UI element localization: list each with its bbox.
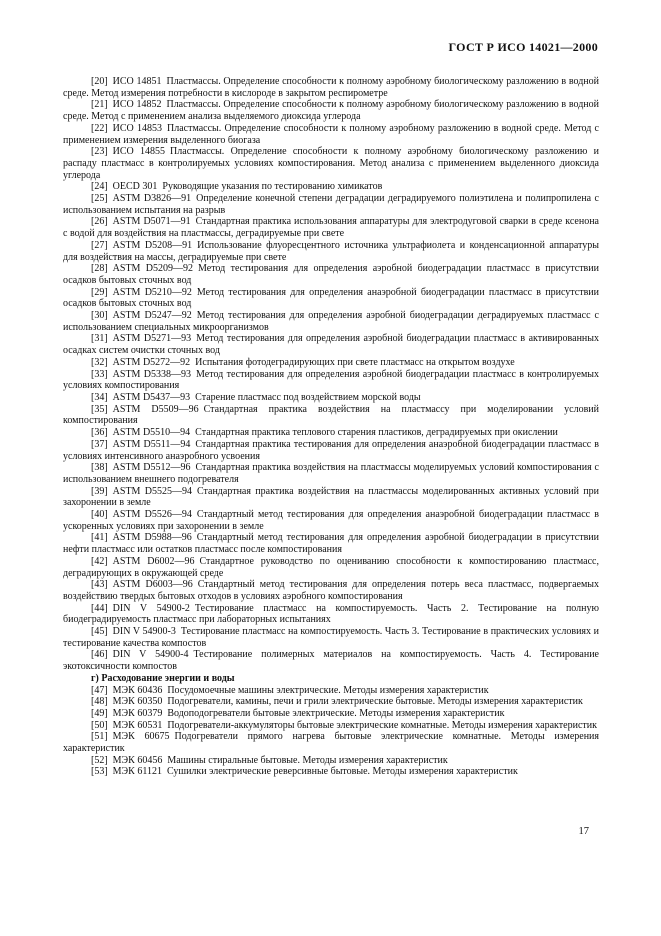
reference-item: [37] ASTM D5511—94 Стандартная практика тестирования для определения анаэробной биодеградации пластмасс в условиях интенсивного анаэробного усвоения [63, 438, 599, 462]
reference-item: [27] ASTM D5208—91 Использование флуоресцентного источника ультрафиолета и конденсационной аппаратуры для воздействия на массы, деградируемые при свете [63, 239, 599, 263]
reference-item: [33] ASTM D5338—93 Метод тестирования для определения аэробной биодеградации пластмасс в контролируемых условиях компостирования [63, 368, 599, 392]
reference-item: [20] ИСО 14851 Пластмассы. Определение способности к полному аэробному биологическому разложению в водной среде. Метод измерения потребности в кислороде в закрытом респирометре [63, 76, 599, 99]
reference-item: [41] ASTM D5988—96 Стандартный метод тестирования для определения аэробной биодеградации в присутствии нефти пластмасс или остатков пластмасс после компостирования [63, 532, 599, 556]
reference-item: [32] ASTM D5272—92 Испытания фотодеградирующих при свете пластмасс на открытом воздухе [91, 356, 515, 368]
reference-item: [34] ASTM D5437—93 Старение пластмасс под воздействием морской воды [91, 391, 421, 403]
reference-item: [29] ASTM D5210—92 Метод тестирования для определения анаэробной биодеградации пластмасс в присутствии осадков бытовых сточных вод [63, 286, 599, 310]
reference-item: [47] МЭК 60436 Посудомоечные машины электрические. Методы измерения характеристик [91, 684, 489, 696]
reference-item: [23] ИСО 14855 Пластмассы. Определение способности к полному аэробному биологическому разложению и распаду пластмасс в контролируемых условиях компостирования. Метод анализа с применением выделенного диоксида углерода [63, 146, 599, 181]
reference-item: [39] ASTM D5525—94 Стандартная практика воздействия на пластмассы моделированных активных условий при захоронении в земле [63, 485, 599, 509]
page-number: 17 [578, 826, 589, 837]
reference-item: [53] МЭК 61121 Сушилки электрические реверсивные бытовые. Методы измерения характеристик [91, 766, 518, 778]
reference-item: [51] МЭК 60675 Подогреватели прямого нагрева бытовые электрические комнатные. Методы измерения характеристик [63, 731, 599, 755]
reference-item: [43] ASTM D6003—96 Стандартный метод тестирования для определения потерь веса пластмасс, подвергаемых воздействию твердых бытовых отходов в условиях аэробного компостирования [63, 579, 599, 602]
running-header: ГОСТ Р ИСО 14021—2000 [448, 40, 598, 54]
reference-item: [46] DIN V 54900-4 Тестирование полимерных материалов на компостируемость. Часть 4. Тестирование экотоксичности компостов [63, 649, 599, 673]
reference-item: [31] ASTM D5271—93 Метод тестирования для определения аэробной биодеградации пластмасс в активированных осадках систем очистки сточных вод [63, 333, 599, 357]
reference-item: [22] ИСО 14853 Пластмассы. Определение способности к полному аэробному разложению в водной среде. Метод с применением измерения выделенного биогаза [63, 122, 599, 146]
reference-item: [49] МЭК 60379 Водоподогреватели бытовые электрические. Методы измерения характеристик [91, 707, 505, 719]
reference-item: [38] ASTM D5512—96 Стандартная практика воздействия на пластмассы моделируемых условий компостирования с использованием внешнего подогревателя [63, 462, 599, 485]
reference-item: [50] МЭК 60531 Подогреватели-аккумуляторы бытовые электрические комнатные. Методы измерения характеристик [91, 719, 597, 731]
reference-item: [45] DIN V 54900-3 Тестирование пластмасс на компостируемость. Часть 3. Тестирование в практических условиях и тестирование качества компостов [63, 626, 599, 649]
reference-item: [40] ASTM D5526—94 Стандартный метод тестирования для определения анаэробной биодеградации пластмасс в ускоренных условиях при захоронении в земле [63, 509, 599, 532]
reference-item: [26] ASTM D5071—91 Стандартная практика использования аппаратуры для электродуговой сварки в среде ксенона с водой для воздействия на пластмассы, деградируемые при свете [63, 216, 599, 240]
reference-item: [44] DIN V 54900-2 Тестирование пластмасс на компостируемость. Часть 2. Тестирование на полную биодеградируемость пластмасс при лабораторных испытаниях [63, 602, 599, 626]
section-heading: г) Расходование энергии и воды [91, 672, 235, 684]
reference-item: [28] ASTM D5209—92 Метод тестирования для определения аэробной биодеградации пластмасс в присутствии осадков бытовых сточных вод [63, 263, 599, 286]
reference-item: [35] ASTM D5509—96 Стандартная практика воздействия на пластмассу при моделировании условий компостирования [63, 403, 599, 427]
reference-item: [52] МЭК 60456 Машины стиральные бытовые. Методы измерения характеристик [91, 754, 448, 766]
references-list [63, 76, 599, 778]
reference-item: [42] ASTM D6002—96 Стандартное руководство по оцениванию способности к компостированию пластмасс, деградирующих в окружающей среде [63, 555, 599, 579]
reference-item: [36] ASTM D5510—94 Стандартная практика теплового старения пластиков, деградируемых при окислении [91, 427, 558, 439]
reference-item: [48] МЭК 60350 Подогреватели, камины, печи и грили электрические бытовые. Методы измерения характеристик [91, 696, 583, 708]
reference-item: [30] ASTM D5247—92 Метод тестирования для определения аэробной биодеградации деградируемых пластмасс с использованием специальных микроорганизмов [63, 310, 599, 333]
reference-item: [24] OECD 301 Руководящие указания по тестированию химикатов [91, 181, 383, 193]
reference-item: [21] ИСО 14852 Пластмассы. Определение способности к полному аэробному биологическому разложению в водной среде. Метод с применением анализа выделяемого диоксида углерода [63, 99, 599, 123]
reference-item: [25] ASTM D3826—91 Определение конечной степени деградации деградируемого полиэтилена и полипропилена с использованием испытания на разрыв [63, 193, 599, 216]
